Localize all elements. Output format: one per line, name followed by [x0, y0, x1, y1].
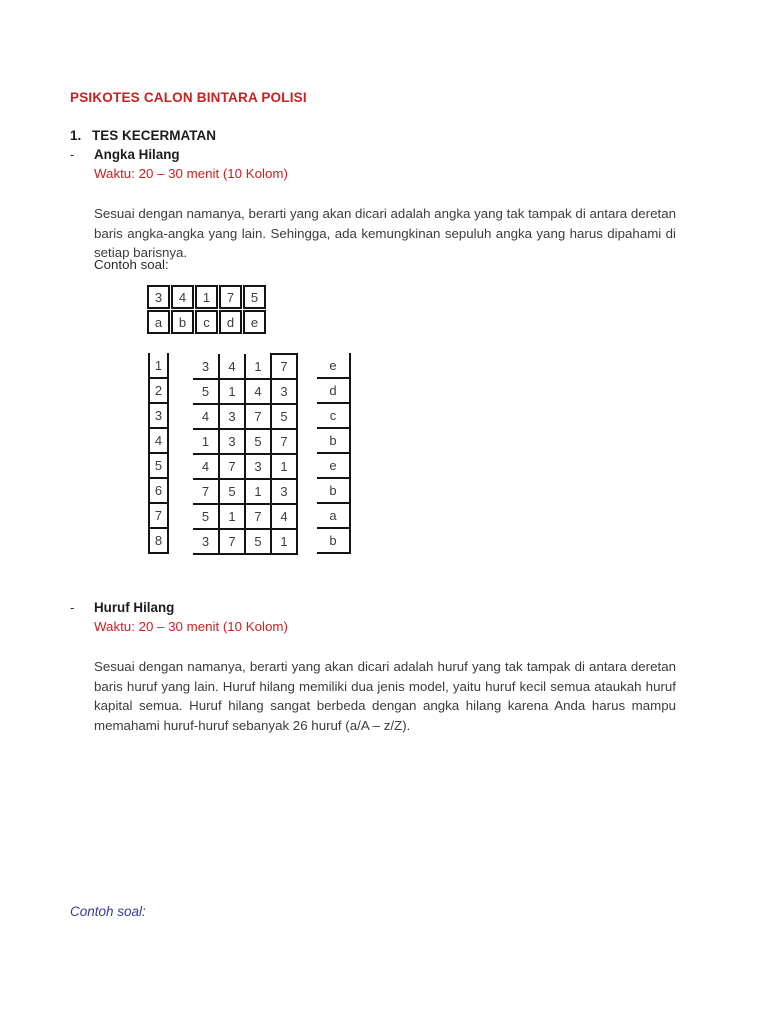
- answer-cell: b: [317, 478, 350, 503]
- digit-cell: 3: [193, 354, 219, 379]
- digit-cell: 5: [193, 379, 219, 404]
- digit-cell: 3: [219, 429, 245, 454]
- huruf-example-label: Contoh soal:: [70, 904, 146, 919]
- digit-cell: 1: [245, 479, 271, 504]
- huruf-hilang-time: Waktu: 20 – 30 menit (10 Kolom): [94, 619, 288, 634]
- digit-cell: 3: [245, 454, 271, 479]
- key-letter-cell: b: [171, 310, 194, 334]
- section-title: TES KECERMATAN: [92, 128, 216, 143]
- answer-cell: b: [317, 528, 350, 553]
- huruf-hilang-description: Sesuai dengan namanya, berarti yang akan dicari adalah huruf yang tak tampak di antara deretan baris huruf yang lain. Huruf hilang memiliki dua jenis model, yaitu huruf kecil semua ataukah huruf kapital semua. Huruf hilang sangat berbeda dengan angka hilang karena Anda harus mampu memahami huruf-huruf sebanyak 26 huruf (a/A – z/Z).: [94, 659, 676, 733]
- key-letter-cell: e: [243, 310, 266, 334]
- key-digit-cell: 7: [219, 285, 242, 309]
- digit-cell: 7: [219, 454, 245, 479]
- angka-hilang-time: Waktu: 20 – 30 menit (10 Kolom): [94, 166, 288, 181]
- answer-cell: d: [317, 378, 350, 403]
- angka-hilang-dash: -: [70, 147, 75, 162]
- answer-cell: c: [317, 403, 350, 428]
- digit-cell: 1: [219, 379, 245, 404]
- angka-hilang-title: Angka Hilang: [94, 147, 180, 162]
- digit-cell: 5: [219, 479, 245, 504]
- row-number-cell: 6: [149, 478, 168, 503]
- digit-cell: 1: [271, 529, 297, 554]
- key-letter-cell: a: [147, 310, 170, 334]
- key-digits-row: [147, 285, 266, 309]
- digit-cell: 4: [245, 379, 271, 404]
- answer-cell: e: [317, 453, 350, 478]
- digit-cell: 5: [245, 529, 271, 554]
- row-number-column: [148, 353, 169, 554]
- digit-cell: 7: [271, 354, 297, 379]
- answers-column: [317, 353, 351, 554]
- row-number-cell: 5: [149, 453, 168, 478]
- section-heading: [70, 128, 216, 143]
- digit-cell: 5: [245, 429, 271, 454]
- digit-cell: 3: [271, 379, 297, 404]
- key-letters-row: [147, 310, 266, 334]
- row-number-cell: 4: [149, 428, 168, 453]
- row-number-cell: 8: [149, 528, 168, 553]
- digit-cell: 7: [219, 529, 245, 554]
- exercise-table: [148, 353, 351, 555]
- row-number-cell: 2: [149, 378, 168, 403]
- section-number: 1.: [70, 128, 82, 143]
- key-digit-cell: 1: [195, 285, 218, 309]
- digit-cell: 1: [271, 454, 297, 479]
- answer-cell: a: [317, 503, 350, 528]
- angka-example-label: Contoh soal:: [94, 257, 169, 272]
- document-title: PSIKOTES CALON BINTARA POLISI: [70, 90, 307, 105]
- digit-cell: 4: [219, 354, 245, 379]
- digit-cell: 7: [271, 429, 297, 454]
- answer-key-table: [146, 284, 267, 335]
- digit-cell: 4: [193, 454, 219, 479]
- digit-cell: 3: [271, 479, 297, 504]
- digits-grid: [193, 353, 298, 555]
- key-digit-cell: 5: [243, 285, 266, 309]
- digit-cell: 3: [193, 529, 219, 554]
- huruf-hilang-title: Huruf Hilang: [94, 600, 175, 615]
- digit-cell: 7: [193, 479, 219, 504]
- angka-hilang-description: Sesuai dengan namanya, berarti yang akan dicari adalah angka yang tak tampak di antara deretan baris angka-angka yang lain. Sehingga, ada kemungkinan sepuluh angka yang harus dipahami di setiap barisnya.: [94, 206, 676, 260]
- digit-cell: 7: [245, 404, 271, 429]
- answer-cell: e: [317, 353, 350, 378]
- key-letter-cell: d: [219, 310, 242, 334]
- digit-cell: 1: [245, 354, 271, 379]
- key-digit-cell: 3: [147, 285, 170, 309]
- digit-cell: 4: [193, 404, 219, 429]
- digit-cell: 1: [219, 504, 245, 529]
- row-number-cell: 3: [149, 403, 168, 428]
- huruf-hilang-dash: -: [70, 600, 75, 615]
- digit-cell: 1: [193, 429, 219, 454]
- digit-cell: 3: [219, 404, 245, 429]
- answer-cell: b: [317, 428, 350, 453]
- key-letter-cell: c: [195, 310, 218, 334]
- digit-cell: 5: [271, 404, 297, 429]
- digit-cell: 7: [245, 504, 271, 529]
- row-number-cell: 1: [149, 353, 168, 378]
- digit-cell: 5: [193, 504, 219, 529]
- key-digit-cell: 4: [171, 285, 194, 309]
- row-number-cell: 7: [149, 503, 168, 528]
- digit-cell: 4: [271, 504, 297, 529]
